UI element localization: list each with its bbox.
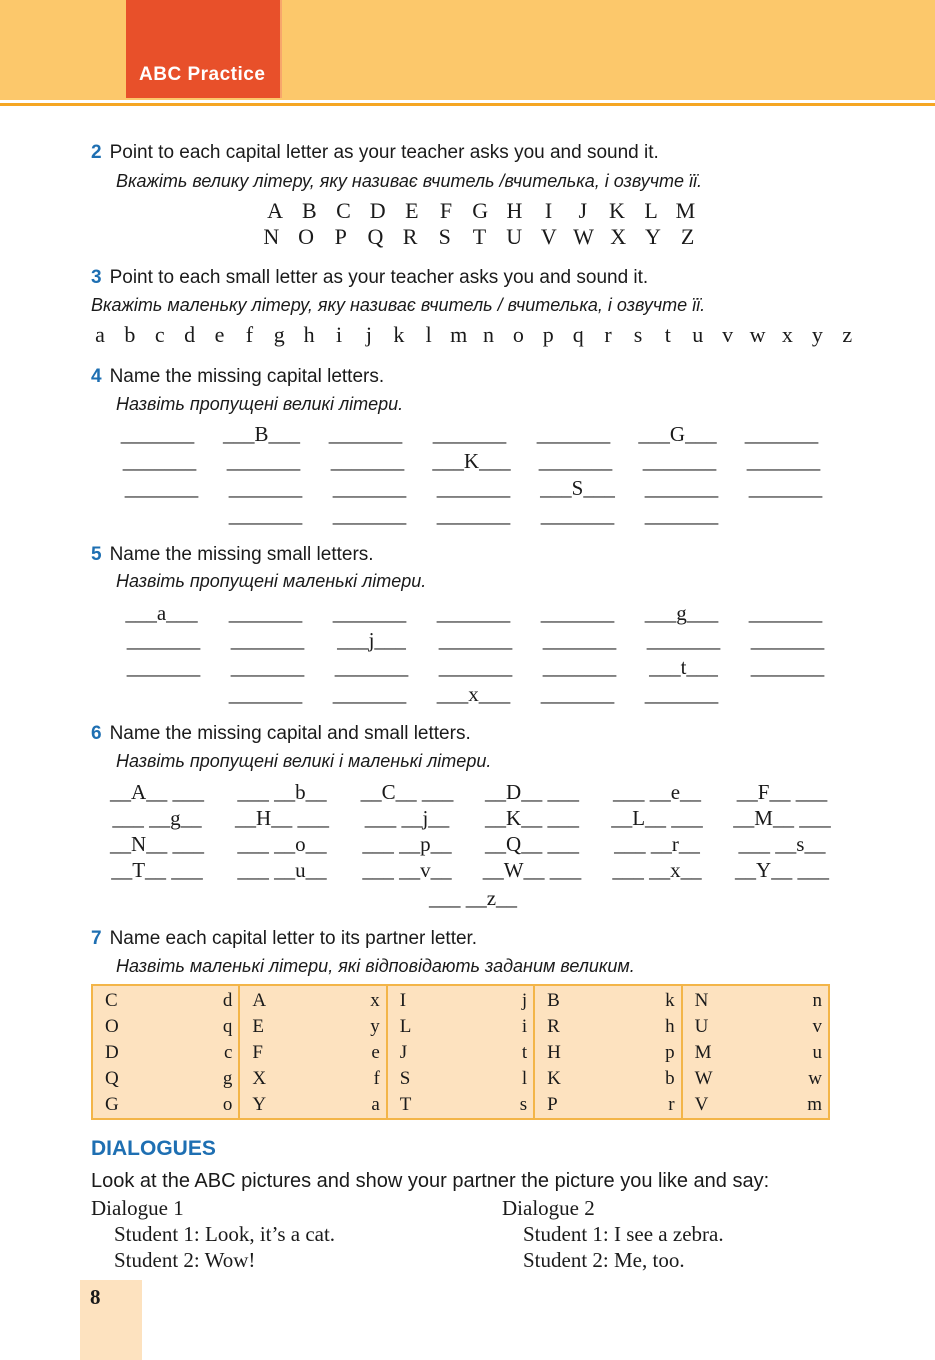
ex7-number: 7	[91, 928, 102, 949]
missing-capital-blank-cell[interactable]: ___S___	[540, 476, 615, 500]
match-pair	[252, 1092, 379, 1118]
small-letter[interactable]: t	[521, 1042, 528, 1063]
small-letter[interactable]: p	[665, 1042, 675, 1063]
capital-letter[interactable]: X	[252, 1068, 267, 1089]
capital-letter[interactable]: W	[694, 1068, 713, 1089]
missing-small-blank-cell[interactable]: _______	[748, 601, 823, 625]
letter[interactable]: L	[644, 198, 658, 223]
letter[interactable]: i	[336, 322, 343, 347]
letter[interactable]: j	[365, 322, 373, 347]
capital-letter[interactable]: L	[399, 1016, 412, 1037]
letter[interactable]: J	[578, 198, 588, 223]
missing-small-blank-cell[interactable]: ___x___	[436, 682, 511, 706]
capital-letter[interactable]: P	[547, 1094, 558, 1115]
missing-small-blank-cell[interactable]: ___j___	[337, 628, 406, 652]
missing-small-blank-cell[interactable]: _______	[228, 682, 303, 706]
ex7-title: Name each capital letter to its partner letter.	[109, 928, 478, 949]
ex2-ua: Вкажіть велику літеру, яку називає вчитель /вчителька, і озвучте її.	[116, 171, 703, 191]
ex6-title: Name the missing capital and small letters.	[109, 723, 471, 744]
missing-small-blank-cell[interactable]: _______	[332, 682, 407, 706]
missing-pair-blank-cell[interactable]: __F__ ___	[736, 780, 828, 804]
missing-capital-blank-cell[interactable]: _______	[226, 449, 301, 473]
missing-small-blank-cell[interactable]: _______	[542, 655, 617, 679]
missing-small-blank-cell[interactable]: _______	[542, 628, 617, 652]
missing-capital-blank-cell[interactable]: _______	[228, 476, 303, 500]
match-pair	[400, 1014, 527, 1040]
letter[interactable]: n	[483, 322, 495, 347]
missing-pair-blank-cell[interactable]: __C__ ___	[360, 780, 454, 804]
letter[interactable]: f	[245, 322, 254, 347]
capital-letter[interactable]: I	[399, 990, 407, 1011]
capital-letter[interactable]: U	[694, 1016, 709, 1037]
match-pair	[695, 1040, 822, 1066]
match-column	[387, 985, 534, 1119]
missing-pair-blank-cell[interactable]: ___ __g__	[112, 806, 202, 830]
missing-pair-blank-cell[interactable]: ___ __u__	[237, 858, 327, 882]
small-letter[interactable]: f	[373, 1068, 380, 1089]
letter[interactable]: T	[472, 224, 487, 249]
ex4-title: Name the missing capital letters.	[109, 366, 385, 387]
missing-small-blank-cell[interactable]: _______	[436, 601, 511, 625]
missing-small-blank-row	[124, 628, 852, 653]
missing-pair-blank-cell[interactable]: ___ __v__	[362, 858, 452, 882]
capital-letter[interactable]: O	[105, 1016, 119, 1037]
missing-pair-blank-cell[interactable]: __M__ ___	[733, 806, 831, 830]
missing-capital-blank-cell[interactable]: _______	[432, 422, 507, 446]
match-pair	[695, 988, 822, 1014]
letter[interactable]: P	[334, 224, 347, 249]
missing-small-blank-cell[interactable]: _______	[540, 682, 615, 706]
ex7-ua: Назвіть маленькі літери, які відповідають заданим великим.	[116, 956, 635, 976]
match-pair	[400, 1040, 527, 1066]
letter[interactable]: E	[405, 198, 419, 223]
letter[interactable]: p	[542, 322, 554, 347]
missing-small-blank-cell[interactable]: _______	[126, 655, 201, 679]
missing-pair-blank-cell[interactable]: ___ __e__	[612, 780, 702, 804]
missing-capital-blank-cell[interactable]: _______	[330, 449, 405, 473]
missing-capital-blank-cell[interactable]: _______	[538, 449, 613, 473]
capital-letter[interactable]: K	[547, 1068, 561, 1089]
letter[interactable]: r	[604, 322, 612, 347]
missing-small-blank-cell[interactable]: _______	[646, 628, 721, 652]
missing-pair-blank-row	[104, 858, 854, 883]
missing-pair-blank-cell[interactable]: ___ __z__	[428, 886, 518, 910]
letter[interactable]: u	[692, 322, 704, 347]
missing-pair-blank-cell[interactable]: __T__ ___	[111, 858, 203, 882]
missing-pair-blank-cell[interactable]: ___ __r__	[614, 832, 700, 856]
small-letter[interactable]: l	[521, 1068, 528, 1089]
letter[interactable]: l	[425, 322, 432, 347]
missing-pair-blank-cell[interactable]: __D__ ___	[485, 780, 579, 804]
match-pair	[400, 988, 527, 1014]
dialogue-2-line-2: Student 2: Me, too.	[523, 1248, 685, 1272]
missing-pair-blank-cell[interactable]: __Y__ ___	[735, 858, 829, 882]
capital-letter[interactable]: E	[252, 1016, 264, 1037]
dialogue-1-title: Dialogue 1	[91, 1196, 184, 1220]
missing-pair-blank-cell[interactable]: ___ __p__	[362, 832, 452, 856]
ex6-number: 6	[91, 723, 102, 744]
letter[interactable]: Y	[644, 224, 661, 249]
missing-capital-blank-cell[interactable]: _______	[436, 476, 511, 500]
capital-letter[interactable]: D	[105, 1042, 119, 1063]
capital-letter[interactable]: M	[694, 1042, 712, 1063]
small-letter[interactable]: v	[812, 1016, 822, 1037]
letter[interactable]: w	[749, 322, 766, 347]
letter[interactable]: B	[301, 198, 317, 223]
letter[interactable]: R	[402, 224, 418, 249]
letter[interactable]: N	[263, 224, 280, 249]
missing-pair-blank-row	[104, 780, 854, 805]
letter[interactable]: t	[664, 322, 671, 347]
section-tab	[126, 0, 280, 98]
ex5-heading	[91, 544, 374, 566]
missing-pair-blank-cell[interactable]: __Q__ ___	[485, 832, 579, 856]
match-pair	[105, 988, 232, 1014]
letter[interactable]: c	[154, 322, 165, 347]
missing-capital-blank-cell[interactable]: _______	[644, 476, 719, 500]
match-pair	[547, 1066, 674, 1092]
missing-small-blank-cell[interactable]: _______	[540, 601, 615, 625]
missing-pair-blank-cell[interactable]: __A__ ___	[110, 780, 204, 804]
missing-small-blank-cell[interactable]: _______	[228, 601, 303, 625]
letter[interactable]: e	[214, 322, 225, 347]
letter[interactable]: V	[540, 224, 557, 249]
match-pair	[105, 1014, 232, 1040]
small-letter[interactable]: h	[665, 1016, 675, 1037]
page-number: 8	[90, 1285, 101, 1309]
ex3-title: Point to each small letter as your teacher asks you and sound it.	[109, 267, 649, 288]
missing-capital-blank-row	[122, 476, 850, 501]
small-letter[interactable]: o	[222, 1094, 233, 1115]
small-letter[interactable]: w	[808, 1068, 822, 1089]
missing-capital-blank-cell[interactable]: _______	[644, 503, 719, 527]
missing-small-blank-cell[interactable]: ___a___	[125, 601, 198, 625]
letter[interactable]: K	[609, 198, 625, 223]
match-column	[682, 985, 829, 1119]
dialogue-2-title: Dialogue 2	[502, 1196, 595, 1220]
missing-pair-blank-cell[interactable]: __H__ ___	[235, 806, 329, 830]
small-letter[interactable]: n	[812, 990, 822, 1011]
small-letter[interactable]: g	[222, 1068, 233, 1089]
ex3-number: 3	[91, 267, 102, 288]
small-letter[interactable]: x	[370, 990, 380, 1011]
letter[interactable]: O	[298, 224, 314, 249]
letter[interactable]: b	[124, 322, 136, 347]
missing-capital-blank-cell[interactable]: _______	[746, 449, 821, 473]
small-letter[interactable]: j	[521, 990, 528, 1011]
small-letter[interactable]: c	[223, 1042, 233, 1063]
missing-capital-blank-cell[interactable]: ___K___	[432, 449, 511, 473]
missing-pair-blank-cell[interactable]: __W__ ___	[482, 858, 582, 882]
letter[interactable]: F	[439, 198, 453, 223]
missing-small-blank-cell[interactable]: ___g___	[644, 601, 719, 625]
missing-capital-blank-cell[interactable]: _______	[228, 503, 303, 527]
missing-capital-blank-cell[interactable]: _______	[332, 476, 407, 500]
missing-capital-blank-cell[interactable]: _______	[748, 476, 823, 500]
missing-capital-blank-cell[interactable]: ___G___	[638, 422, 717, 446]
missing-small-blank-cell[interactable]: _______	[126, 628, 201, 652]
match-pair	[695, 1014, 822, 1040]
match-pair	[252, 1066, 379, 1092]
small-letter[interactable]: d	[222, 990, 233, 1011]
letter[interactable]: o	[512, 322, 524, 347]
ex5-title: Name the missing small letters.	[109, 544, 374, 565]
small-letter[interactable]: r	[668, 1094, 675, 1115]
match-pair	[400, 1092, 527, 1118]
letter[interactable]: Z	[680, 224, 695, 249]
letter[interactable]: W	[573, 224, 594, 249]
missing-capital-blank-cell[interactable]: _______	[122, 449, 197, 473]
capital-letter[interactable]: Y	[252, 1094, 267, 1115]
small-letter[interactable]: u	[812, 1042, 822, 1063]
capital-letter[interactable]: S	[399, 1068, 411, 1089]
capital-letter[interactable]: V	[694, 1094, 709, 1115]
missing-capital-blank-cell[interactable]: _______	[436, 503, 511, 527]
missing-capital-blank-row	[226, 503, 746, 528]
capital-letter[interactable]: A	[252, 990, 267, 1011]
missing-capital-blank-cell[interactable]: _______	[642, 449, 717, 473]
missing-pair-blank-row	[104, 806, 854, 831]
missing-capital-blank-cell[interactable]: ___B___	[222, 422, 300, 446]
match-pair	[547, 1014, 674, 1040]
missing-small-blank-cell[interactable]: _______	[332, 601, 407, 625]
missing-pair-blank-cell[interactable]: ___ __o__	[237, 832, 327, 856]
letter[interactable]: q	[572, 322, 584, 347]
letter[interactable]: m	[450, 322, 468, 347]
match-column	[534, 985, 681, 1119]
header-rule	[0, 100, 935, 112]
letter[interactable]: U	[506, 224, 523, 249]
missing-small-blank-cell[interactable]: _______	[644, 682, 719, 706]
missing-pair-blank-row	[104, 832, 854, 857]
page-number-box	[80, 1280, 142, 1360]
missing-capital-blank-row	[120, 449, 848, 474]
match-pair	[105, 1066, 232, 1092]
missing-small-blank-cell[interactable]: _______	[750, 655, 825, 679]
letter[interactable]: A	[267, 198, 284, 223]
dialogue-1-line-2: Student 2: Wow!	[114, 1248, 256, 1272]
missing-small-blank-cell[interactable]: _______	[438, 628, 513, 652]
capital-letter[interactable]: N	[694, 990, 709, 1011]
missing-pair-blank-cell[interactable]: __K__ ___	[485, 806, 579, 830]
match-pair	[252, 1014, 379, 1040]
letter[interactable]: X	[610, 224, 627, 249]
ex4-ua: Назвіть пропущені великі літери.	[116, 394, 404, 414]
missing-small-blank-cell[interactable]: ___t___	[649, 655, 718, 679]
ex7-heading	[91, 928, 477, 950]
letter[interactable]: D	[369, 198, 386, 223]
missing-capital-blank-cell[interactable]: _______	[536, 422, 611, 446]
small-letter[interactable]: k	[665, 990, 675, 1011]
small-letter[interactable]: y	[370, 1016, 380, 1037]
capital-letter[interactable]: T	[399, 1094, 412, 1115]
match-pair	[547, 988, 674, 1014]
letter-match-table	[91, 984, 830, 1120]
missing-small-blank-cell[interactable]: _______	[230, 628, 305, 652]
ex2-number: 2	[91, 142, 102, 163]
match-pair	[547, 1092, 674, 1118]
missing-small-blank-cell[interactable]: _______	[230, 655, 305, 679]
match-pair	[695, 1066, 822, 1092]
ex6-ua: Назвіть пропущені великі і маленькі літери.	[116, 751, 492, 771]
ex5-number: 5	[91, 544, 102, 565]
letter[interactable]: v	[722, 322, 734, 347]
missing-pair-blank-cell[interactable]: ___ __x__	[612, 858, 702, 882]
letter[interactable]: M	[675, 198, 696, 223]
ex3-ua: Вкажіть маленьку літеру, яку називає вчитель / вчителька, і озвучте її.	[91, 295, 706, 315]
small-letter[interactable]: s	[519, 1094, 528, 1115]
letter[interactable]: I	[544, 198, 553, 223]
small-letter[interactable]: e	[371, 1042, 380, 1063]
missing-capital-blank-cell[interactable]: _______	[540, 503, 615, 527]
missing-pair-blank-row	[420, 886, 545, 911]
letter[interactable]: s	[633, 322, 643, 347]
capital-letter[interactable]: H	[547, 1042, 561, 1063]
ex2-capitals-row-1	[258, 198, 702, 224]
match-pair	[252, 1040, 379, 1066]
dialogues-intro: Look at the ABC pictures and show your partner the picture you like and say:	[91, 1170, 770, 1192]
match-column	[92, 985, 239, 1119]
missing-pair-blank-cell[interactable]: __L__ ___	[611, 806, 703, 830]
letter[interactable]: d	[184, 322, 196, 347]
letter[interactable]: G	[472, 198, 489, 223]
match-pair	[105, 1092, 232, 1118]
ex2-capitals-row-2	[254, 224, 705, 250]
ex3-small-letters-row	[85, 322, 862, 348]
missing-capital-blank-cell[interactable]: _______	[332, 503, 407, 527]
ex3-heading	[91, 267, 648, 289]
missing-small-blank-row	[124, 655, 852, 680]
missing-pair-blank-cell[interactable]: ___ __b__	[237, 780, 327, 804]
dialogue-2-line-1: Student 1: I see a zebra.	[523, 1222, 724, 1246]
dialogues-heading: DIALOGUES	[91, 1137, 216, 1160]
missing-capital-blank-cell[interactable]: _______	[120, 422, 195, 446]
match-column	[239, 985, 386, 1119]
missing-small-blank-cell[interactable]: _______	[438, 655, 513, 679]
missing-small-blank-row	[122, 601, 850, 626]
letter[interactable]: Q	[367, 224, 384, 249]
match-pair	[400, 1066, 527, 1092]
match-pair	[547, 1040, 674, 1066]
missing-capital-blank-row	[118, 422, 846, 447]
small-letter[interactable]: m	[807, 1094, 822, 1115]
ex4-number: 4	[91, 366, 102, 387]
letter[interactable]: g	[273, 322, 285, 347]
capital-letter[interactable]: C	[105, 990, 118, 1011]
small-letter[interactable]: a	[371, 1094, 380, 1115]
missing-pair-blank-cell[interactable]: ___ __s__	[738, 832, 826, 856]
match-pair	[695, 1092, 822, 1118]
letter[interactable]: H	[506, 198, 523, 223]
capital-letter[interactable]: Q	[105, 1068, 119, 1089]
letter[interactable]: z	[842, 322, 853, 347]
ex4-heading	[91, 366, 384, 388]
letter[interactable]: k	[393, 322, 405, 347]
capital-letter[interactable]: J	[399, 1042, 408, 1063]
capital-letter[interactable]: R	[547, 1016, 560, 1037]
missing-pair-blank-cell[interactable]: ___ __j__	[364, 806, 450, 830]
letter[interactable]: h	[303, 322, 315, 347]
match-pair	[105, 1040, 232, 1066]
ex2-heading	[91, 142, 659, 164]
small-letter[interactable]: q	[222, 1016, 233, 1037]
ex5-ua: Назвіть пропущені маленькі літери.	[116, 571, 427, 591]
section-tab-label: ABC Practice	[139, 64, 266, 85]
missing-pair-blank-cell[interactable]: __N__ ___	[110, 832, 204, 856]
letter[interactable]: C	[336, 198, 351, 223]
ex6-heading	[91, 723, 471, 745]
letter[interactable]: S	[438, 224, 451, 249]
small-letter[interactable]: i	[521, 1016, 528, 1037]
capital-letter[interactable]: F	[252, 1042, 263, 1063]
dialogue-1-line-1: Student 1: Look, it’s a cat.	[114, 1222, 336, 1246]
capital-letter[interactable]: B	[547, 990, 560, 1011]
missing-capital-blank-cell[interactable]: _______	[328, 422, 403, 446]
letter[interactable]: a	[95, 322, 105, 347]
capital-letter[interactable]: G	[105, 1094, 119, 1115]
missing-capital-blank-cell[interactable]: _______	[124, 476, 199, 500]
match-pair	[252, 988, 379, 1014]
missing-small-blank-row	[226, 682, 746, 707]
letter[interactable]: x	[781, 322, 793, 347]
ex2-title: Point to each capital letter as your teacher asks you and sound it.	[109, 142, 659, 163]
missing-capital-blank-cell[interactable]: _______	[744, 422, 819, 446]
letter[interactable]: y	[811, 322, 823, 347]
missing-small-blank-cell[interactable]: _______	[750, 628, 825, 652]
small-letter[interactable]: b	[665, 1068, 675, 1089]
missing-small-blank-cell[interactable]: _______	[334, 655, 409, 679]
